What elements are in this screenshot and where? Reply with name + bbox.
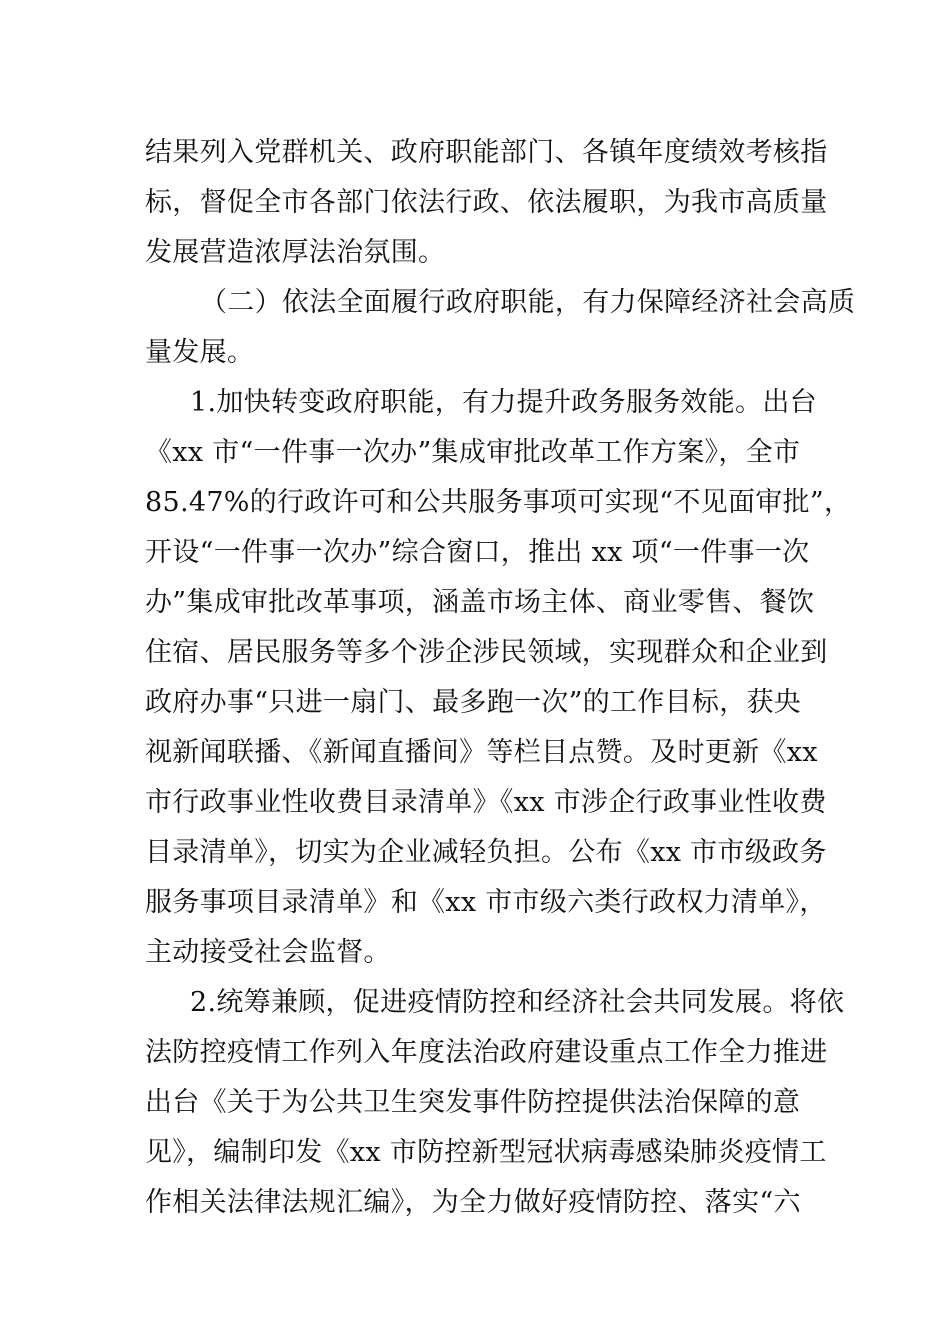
paragraph-start: 2.统筹兼顾，促进疫情防控和经济社会共同发展。将依	[190, 987, 845, 1018]
section-heading-continuation: 量发展。	[145, 337, 255, 368]
text-line: 作相关法律法规汇编》，为全力做好疫情防控、落实“六	[145, 1187, 801, 1218]
text-line: 见》，编制印发《xx 市防控新型冠状病毒感染肺炎疫情工	[145, 1137, 827, 1168]
text-line: 标，督促全市各部门依法行政、依法履职，为我市高质量	[145, 187, 828, 218]
text-line: 服务事项目录清单》和《xx 市市级六类行政权力清单》，	[145, 887, 827, 918]
text-line: 主动接受社会监督。	[145, 937, 391, 968]
text-line: 开设“一件事一次办”综合窗口，推出 xx 项“一件事一次	[145, 537, 810, 568]
text-line: 发展营造浓厚法治氛围。	[145, 237, 446, 268]
text-line: 出台《关于为公共卫生突发事件防控提供法治保障的意	[145, 1087, 801, 1118]
text-line: 视新闻联播、《新闻直播间》等栏目点赞。及时更新《xx	[145, 737, 818, 768]
text-line: 政府办事“只进一扇门、最多跑一次”的工作目标，获央	[145, 687, 802, 718]
text-line: 住宿、居民服务等多个涉企涉民领域，实现群众和企业到	[145, 637, 828, 668]
text-line: 法防控疫情工作列入年度法治政府建设重点工作全力推进	[145, 1037, 828, 1068]
text-line: 市行政事业性收费目录清单》《xx 市涉企行政事业性收费	[145, 787, 827, 818]
section-heading: （二）依法全面履行政府职能，有力保障经济社会高质	[200, 287, 856, 318]
text-line: 《xx 市“一件事一次办”集成审批改革工作方案》，全市	[145, 437, 801, 468]
paragraph-start: 1.加快转变政府职能，有力提升政务服务效能。出台	[190, 387, 817, 418]
text-line: 目录清单》，切实为企业减轻负担。公布《xx 市市级政务	[145, 837, 827, 868]
text-line: 办”集成审批改革事项，涵盖市场主体、商业零售、餐饮	[145, 587, 815, 618]
text-line: 85.47%的行政许可和公共服务事项可实现“不见面审批”，	[145, 487, 852, 518]
text-line: 结果列入党群机关、政府职能部门、各镇年度绩效考核指	[145, 137, 828, 168]
